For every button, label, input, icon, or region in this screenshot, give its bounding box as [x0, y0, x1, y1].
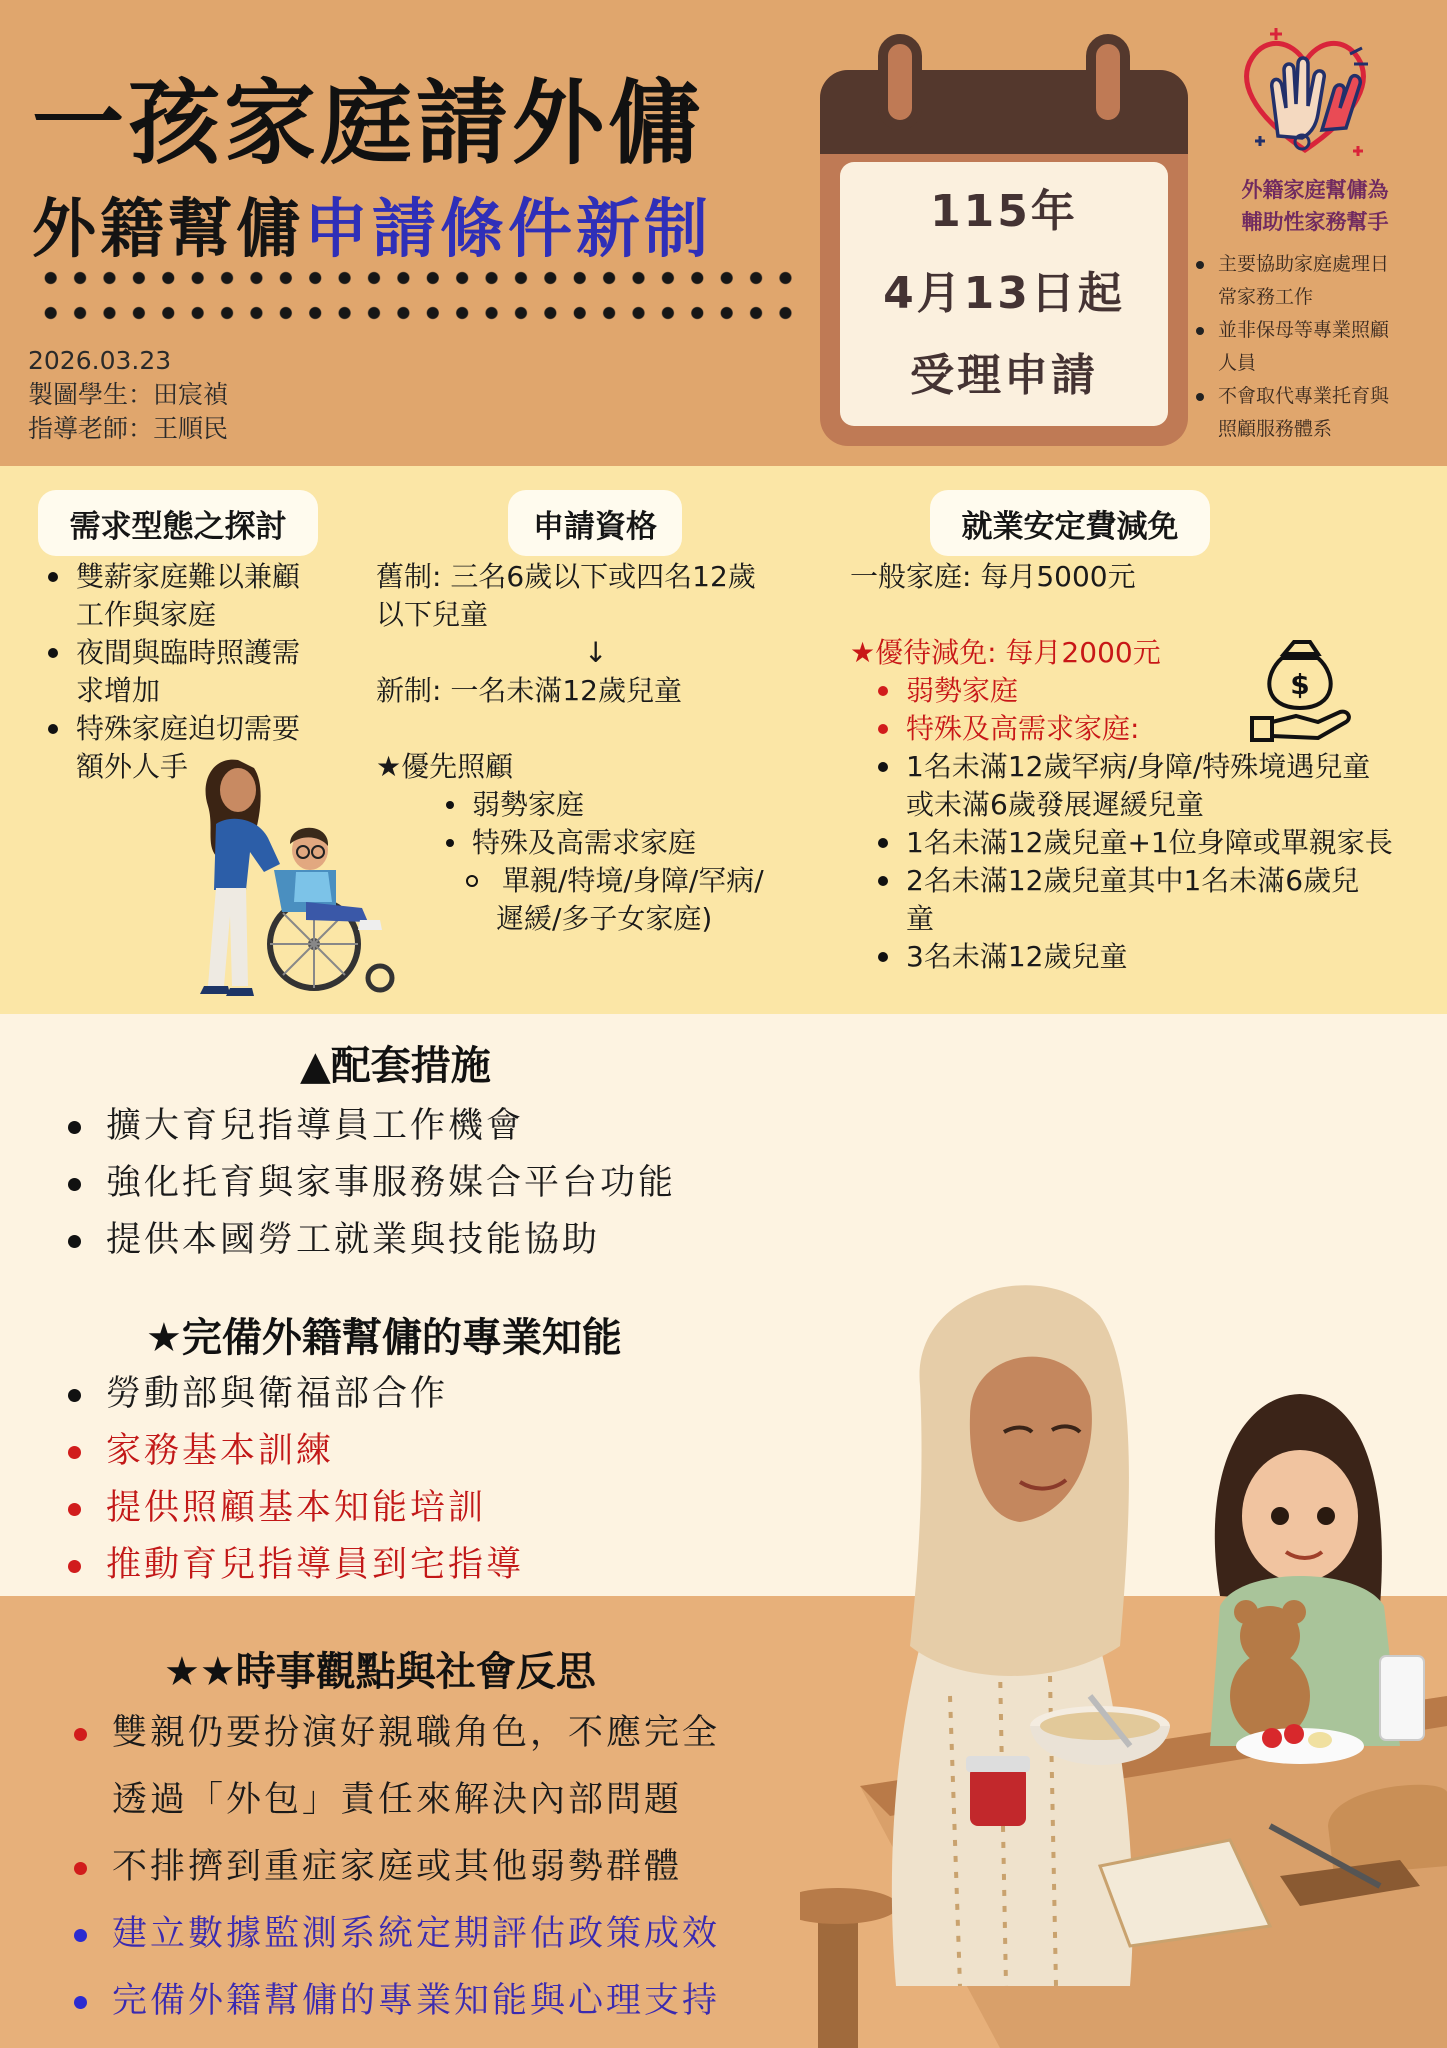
new-rule: 新制: 一名未滿12歲兒童 — [376, 674, 682, 707]
list-item — [870, 862, 1440, 938]
discount-fee: ★優待減免: 每月2000元 — [850, 636, 1161, 669]
list-item: 弱勢家庭 — [376, 786, 816, 824]
calendar-year: 115年 — [930, 186, 1078, 237]
list-item — [40, 634, 340, 710]
training-list — [64, 1366, 524, 1594]
list-item — [870, 938, 1440, 976]
priority-title: ★優先照顧 — [376, 750, 514, 783]
heart-hands-icon — [1230, 18, 1380, 168]
calendar-face — [840, 162, 1168, 426]
line: 3名未滿12歲兒童 — [906, 940, 1128, 973]
svg-text:$: $ — [1290, 668, 1310, 701]
list-item: 不排擠到重症家庭或其他弱勢群體 — [70, 1834, 790, 1901]
measures-heading: ▲配套措施 — [300, 1043, 491, 1089]
caregiver-child-breakfast-illustration — [800, 1226, 1447, 2048]
line: 主要協助家庭處理日 — [1218, 253, 1390, 275]
line: 1名未滿12歲罕病/身障/特殊境遇兒童 — [906, 750, 1371, 783]
list-item: 完備外籍幫傭的專業知能與心理支持 — [70, 1968, 790, 2035]
list-item: 提供照顧基本知能培訓 — [64, 1480, 524, 1537]
designer-text: 製圖學生：田宸禎 — [28, 380, 229, 409]
line: 不會取代專業托育與 — [1218, 385, 1390, 407]
list-item: 推動育兒指導員到宅指導 — [64, 1537, 524, 1594]
reflection-list — [70, 1700, 790, 2035]
measures-list — [64, 1098, 676, 1269]
subtitle-part2: 申請條件新制 — [304, 193, 712, 267]
list-item: 特殊及高需求家庭 — [376, 824, 816, 862]
aux-role-title-line: 輔助性家務幫手 — [1241, 210, 1389, 234]
general-fee: 一般家庭: 每月5000元 — [850, 560, 1136, 593]
eligibility-heading: 申請資格 — [508, 490, 682, 556]
list-item: 特殊及高需求家庭: — [870, 710, 1440, 748]
line: 透過「外包」責任來解決內部問題 — [112, 1780, 683, 1820]
list-item — [870, 748, 1440, 824]
line: 1名未滿12歲兒童+1位身障或單親家長 — [906, 826, 1393, 859]
money-hand-icon — [1248, 636, 1356, 742]
line: 夜間與臨時照護需 — [76, 636, 301, 669]
demand-heading: 需求型態之探討 — [38, 490, 318, 556]
training-heading: ★完備外籍幫傭的專業知能 — [146, 1315, 622, 1361]
dot-divider — [36, 271, 796, 285]
spacer — [376, 710, 816, 748]
calendar-card — [820, 70, 1188, 446]
calendar-action: 受理申請 — [910, 350, 1098, 401]
line: 童 — [906, 902, 935, 935]
line: 並非保母等專業照顧 — [1218, 319, 1390, 341]
line: 雙薪家庭難以兼顧 — [76, 560, 301, 593]
aux-role-list — [1190, 248, 1440, 446]
line: 2名未滿12歲兒童其中1名未滿6歲兒 — [906, 864, 1360, 897]
down-arrow-icon: ↓ — [584, 636, 608, 669]
list-item — [1190, 248, 1440, 314]
credits — [28, 344, 228, 446]
list-item: 建立數據監測系統定期評估政策成效 — [70, 1901, 790, 1968]
old-rule: 舊制: 三名6歲以下或四名12歲 — [376, 560, 756, 593]
calendar-date: 4月13日起 — [883, 268, 1125, 319]
list-item — [40, 558, 340, 634]
calendar-ring — [878, 34, 922, 130]
line: 照顧服務體系 — [1218, 418, 1333, 440]
fee-block — [850, 558, 1440, 976]
list-item — [870, 824, 1440, 862]
fee-heading: 就業安定費減免 — [930, 490, 1210, 556]
list-item: 提供本國勞工就業與技能協助 — [64, 1212, 676, 1269]
line: 特殊家庭迫切需要 — [76, 712, 301, 745]
list-item — [1190, 380, 1440, 446]
list-item: 勞動部與衛福部合作 — [64, 1366, 524, 1423]
list-item: 強化托育與家事服務媒合平台功能 — [64, 1155, 676, 1212]
line: 常家務工作 — [1218, 286, 1314, 308]
eligibility-block — [376, 558, 816, 938]
line: 或未滿6歲發展遲緩兒童 — [906, 788, 1204, 821]
line: 工作與家庭 — [76, 598, 217, 631]
calendar-header — [820, 70, 1188, 154]
list-item — [1190, 314, 1440, 380]
page-title: 一孩家庭請外傭 — [32, 70, 705, 177]
spacer — [850, 596, 1440, 634]
line: 人員 — [1218, 352, 1257, 374]
dot-divider — [36, 306, 796, 320]
old-rule-cont: 以下兒童 — [376, 598, 489, 631]
line: 雙親仍要扮演好親職角色，不應完全 — [112, 1713, 721, 1753]
date-text: 2026.03.23 — [28, 346, 172, 375]
list-item: 弱勢家庭 — [870, 672, 1440, 710]
page-subtitle — [32, 178, 712, 270]
line: 求增加 — [76, 674, 161, 707]
list-item: 擴大育兒指導員工作機會 — [64, 1098, 676, 1155]
caregiver-wheelchair-illustration — [186, 752, 406, 1004]
list-item: 家務基本訓練 — [64, 1423, 524, 1480]
list-item — [70, 1700, 790, 1834]
aux-role-title — [1210, 174, 1420, 238]
reflection-heading: ★★時事觀點與社會反思 — [164, 1649, 596, 1695]
calendar-ring — [1086, 34, 1130, 130]
aux-role-title-line: 外籍家庭幫傭為 — [1241, 178, 1389, 202]
subtitle-part1: 外籍幫傭 — [32, 193, 304, 267]
sub-list-item-cont: 遲緩/多子女家庭) — [496, 902, 713, 935]
advisor-text: 指導老師：王順民 — [28, 414, 229, 443]
sub-list-item: 單親/特境/身障/罕病/ — [376, 862, 816, 900]
line: 額外人手 — [76, 750, 189, 783]
